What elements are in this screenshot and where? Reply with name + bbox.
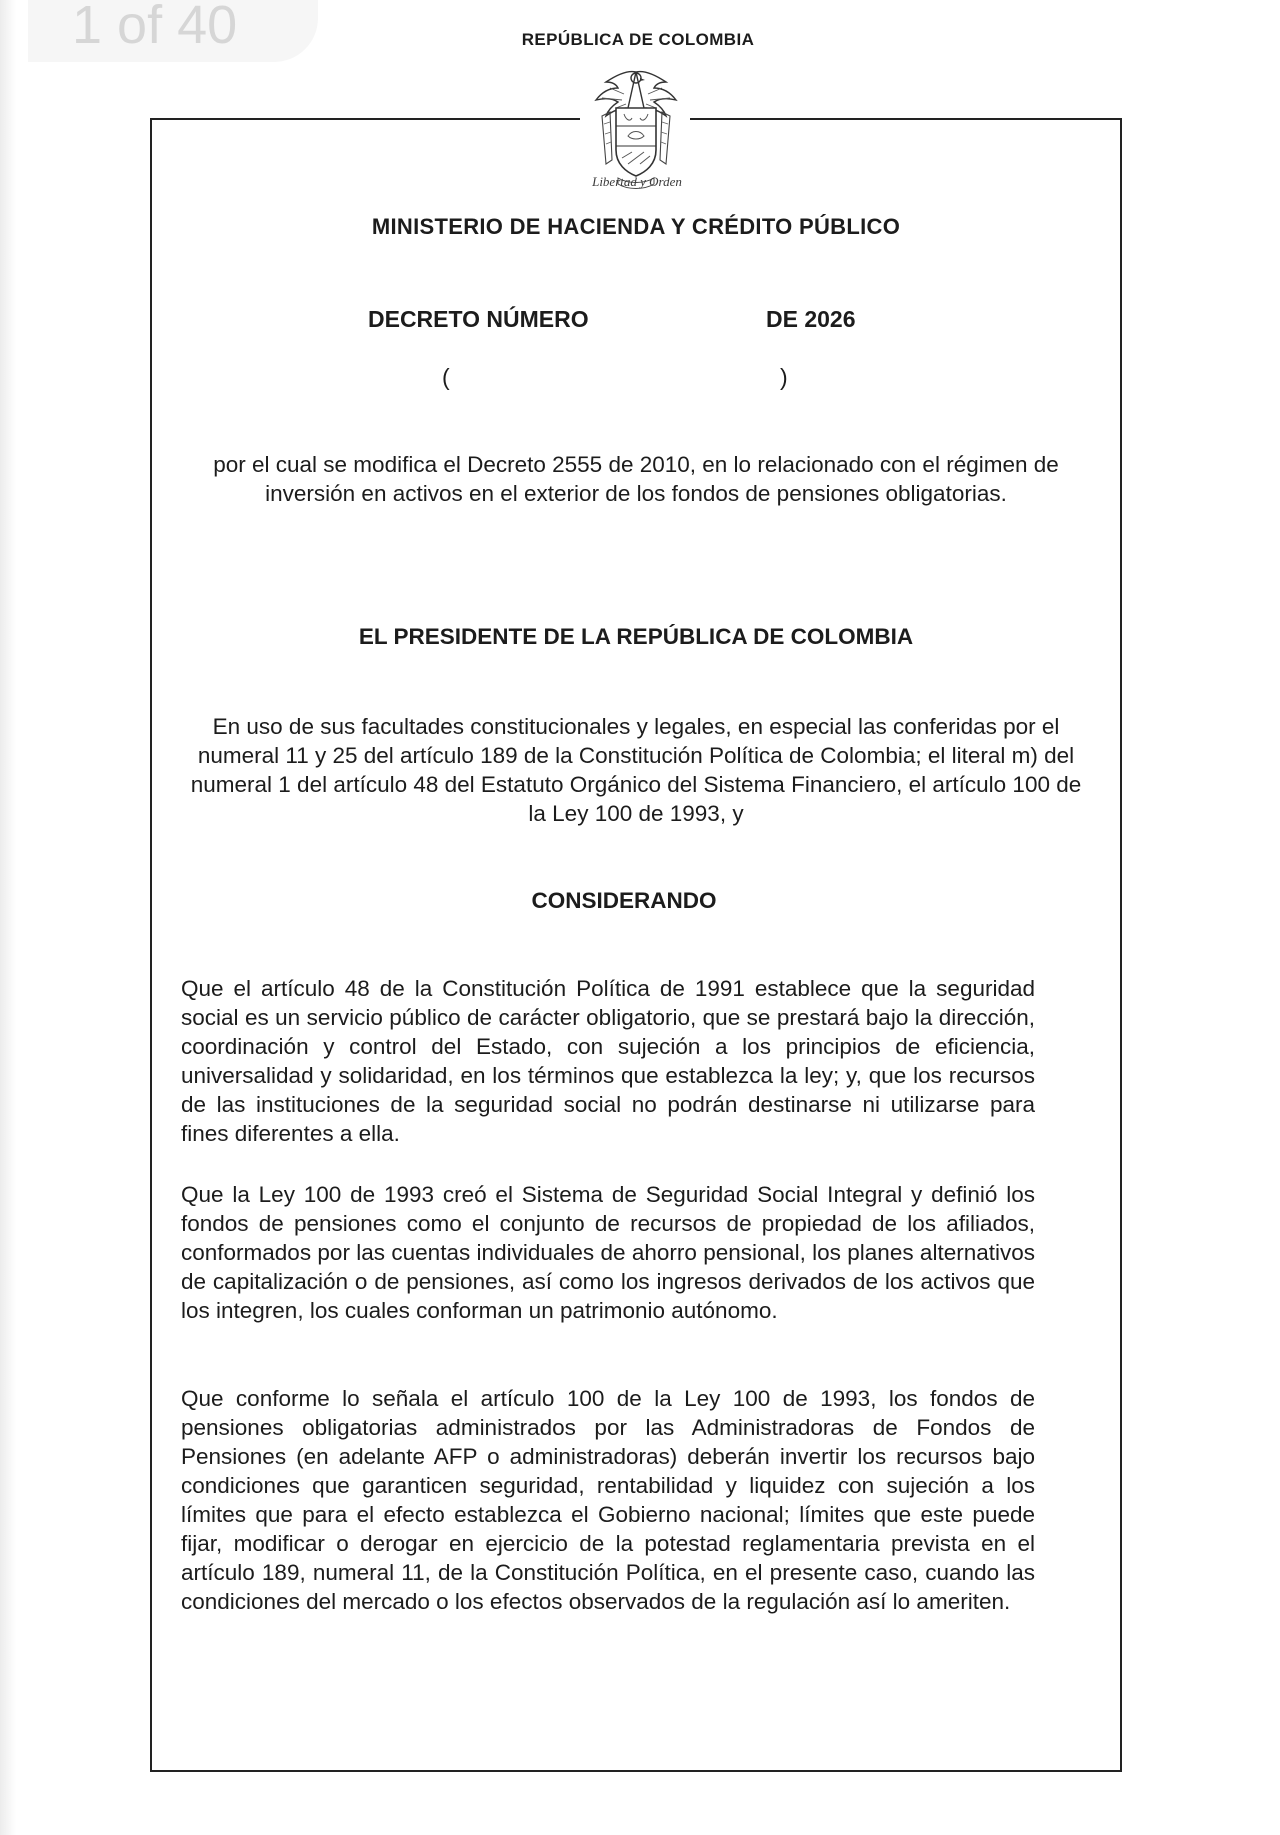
ministry-title: MINISTERIO DE HACIENDA Y CRÉDITO PÚBLICO <box>371 214 901 239</box>
legal-powers-paragraph: En uso de sus facultades constitucionales y legales, en especial las conferidas por el numeral 11 y 25 del artículo 189 de la Constitución Política de Colombia; el literal m) del numeral 1 del artículo 48 del Estatuto Orgánico del Sistema Financiero, el artículo 100 de la Ley 100 de 1993, y <box>190 714 1082 826</box>
decree-subject: por el cual se modifica el Decreto 2555 de 2010, en lo relacionado con el régimen de inversión en activos en el exterior de los fondos de pensiones obligatorias. <box>213 452 1059 506</box>
issuer-heading: EL PRESIDENTE DE LA REPÚBLICA DE COLOMBIA <box>358 624 914 649</box>
considering-paragraph: Que la Ley 100 de 1993 creó el Sistema de Seguridad Social Integral y definió los fondos de pensiones como el conjunto de recursos de propiedad de los afiliados, conformados por las cuentas individuales de ahorro pensional, los planes alternativos de capitalización o de pensiones, así como los ingresos derivados de los activos que los integren, los cuales conforman un patrimonio autónomo. <box>181 1182 1035 1323</box>
country-heading: REPÚBLICA DE COLOMBIA <box>521 30 755 49</box>
page-edge-shadow <box>0 0 16 1835</box>
decree-date-open-paren: ( <box>442 364 450 390</box>
motto: Libertad y Orden <box>592 174 682 189</box>
considering-paragraph: Que el artículo 48 de la Constitución Política de 1991 establece que la seguridad social es un servicio público de carácter obligatorio, que se prestará bajo la dirección, coordinación y control del Estado, con sujeción a los principios de eficiencia, universalidad y solidaridad, en los términos que establezca la ley; y, que los recursos de las instituciones de la seguridad social no podrán destinarse ni utilizarse para fines diferentes a ella. <box>181 976 1035 1146</box>
considering-paragraph: Que conforme lo señala el artículo 100 de la Ley 100 de 1993, los fondos de pensiones obligatorias administrados por las Administradoras de Fondos de Pensiones (en adelante AFP o administradoras) deberán invertir los recursos bajo condiciones que garanticen seguridad, rentabilidad y liquidez con sujeción a los límites que para el efecto establezca el Gobierno nacional; límites que este puede fijar, modificar o derogar en ejercicio de la potestad reglamentaria prevista en el artículo 189, numeral 11, de la Constitución Política, en el presente caso, cuando las condiciones del mercado o los efectos observados de la regulación así lo ameriten. <box>181 1386 1035 1614</box>
decree-year: DE 2026 <box>766 306 856 332</box>
considering-heading: CONSIDERANDO <box>531 888 717 913</box>
decree-number-label: DECRETO NÚMERO <box>368 306 589 332</box>
decree-date-close-paren: ) <box>780 364 788 390</box>
page-counter: 1 of 40 <box>28 0 318 62</box>
